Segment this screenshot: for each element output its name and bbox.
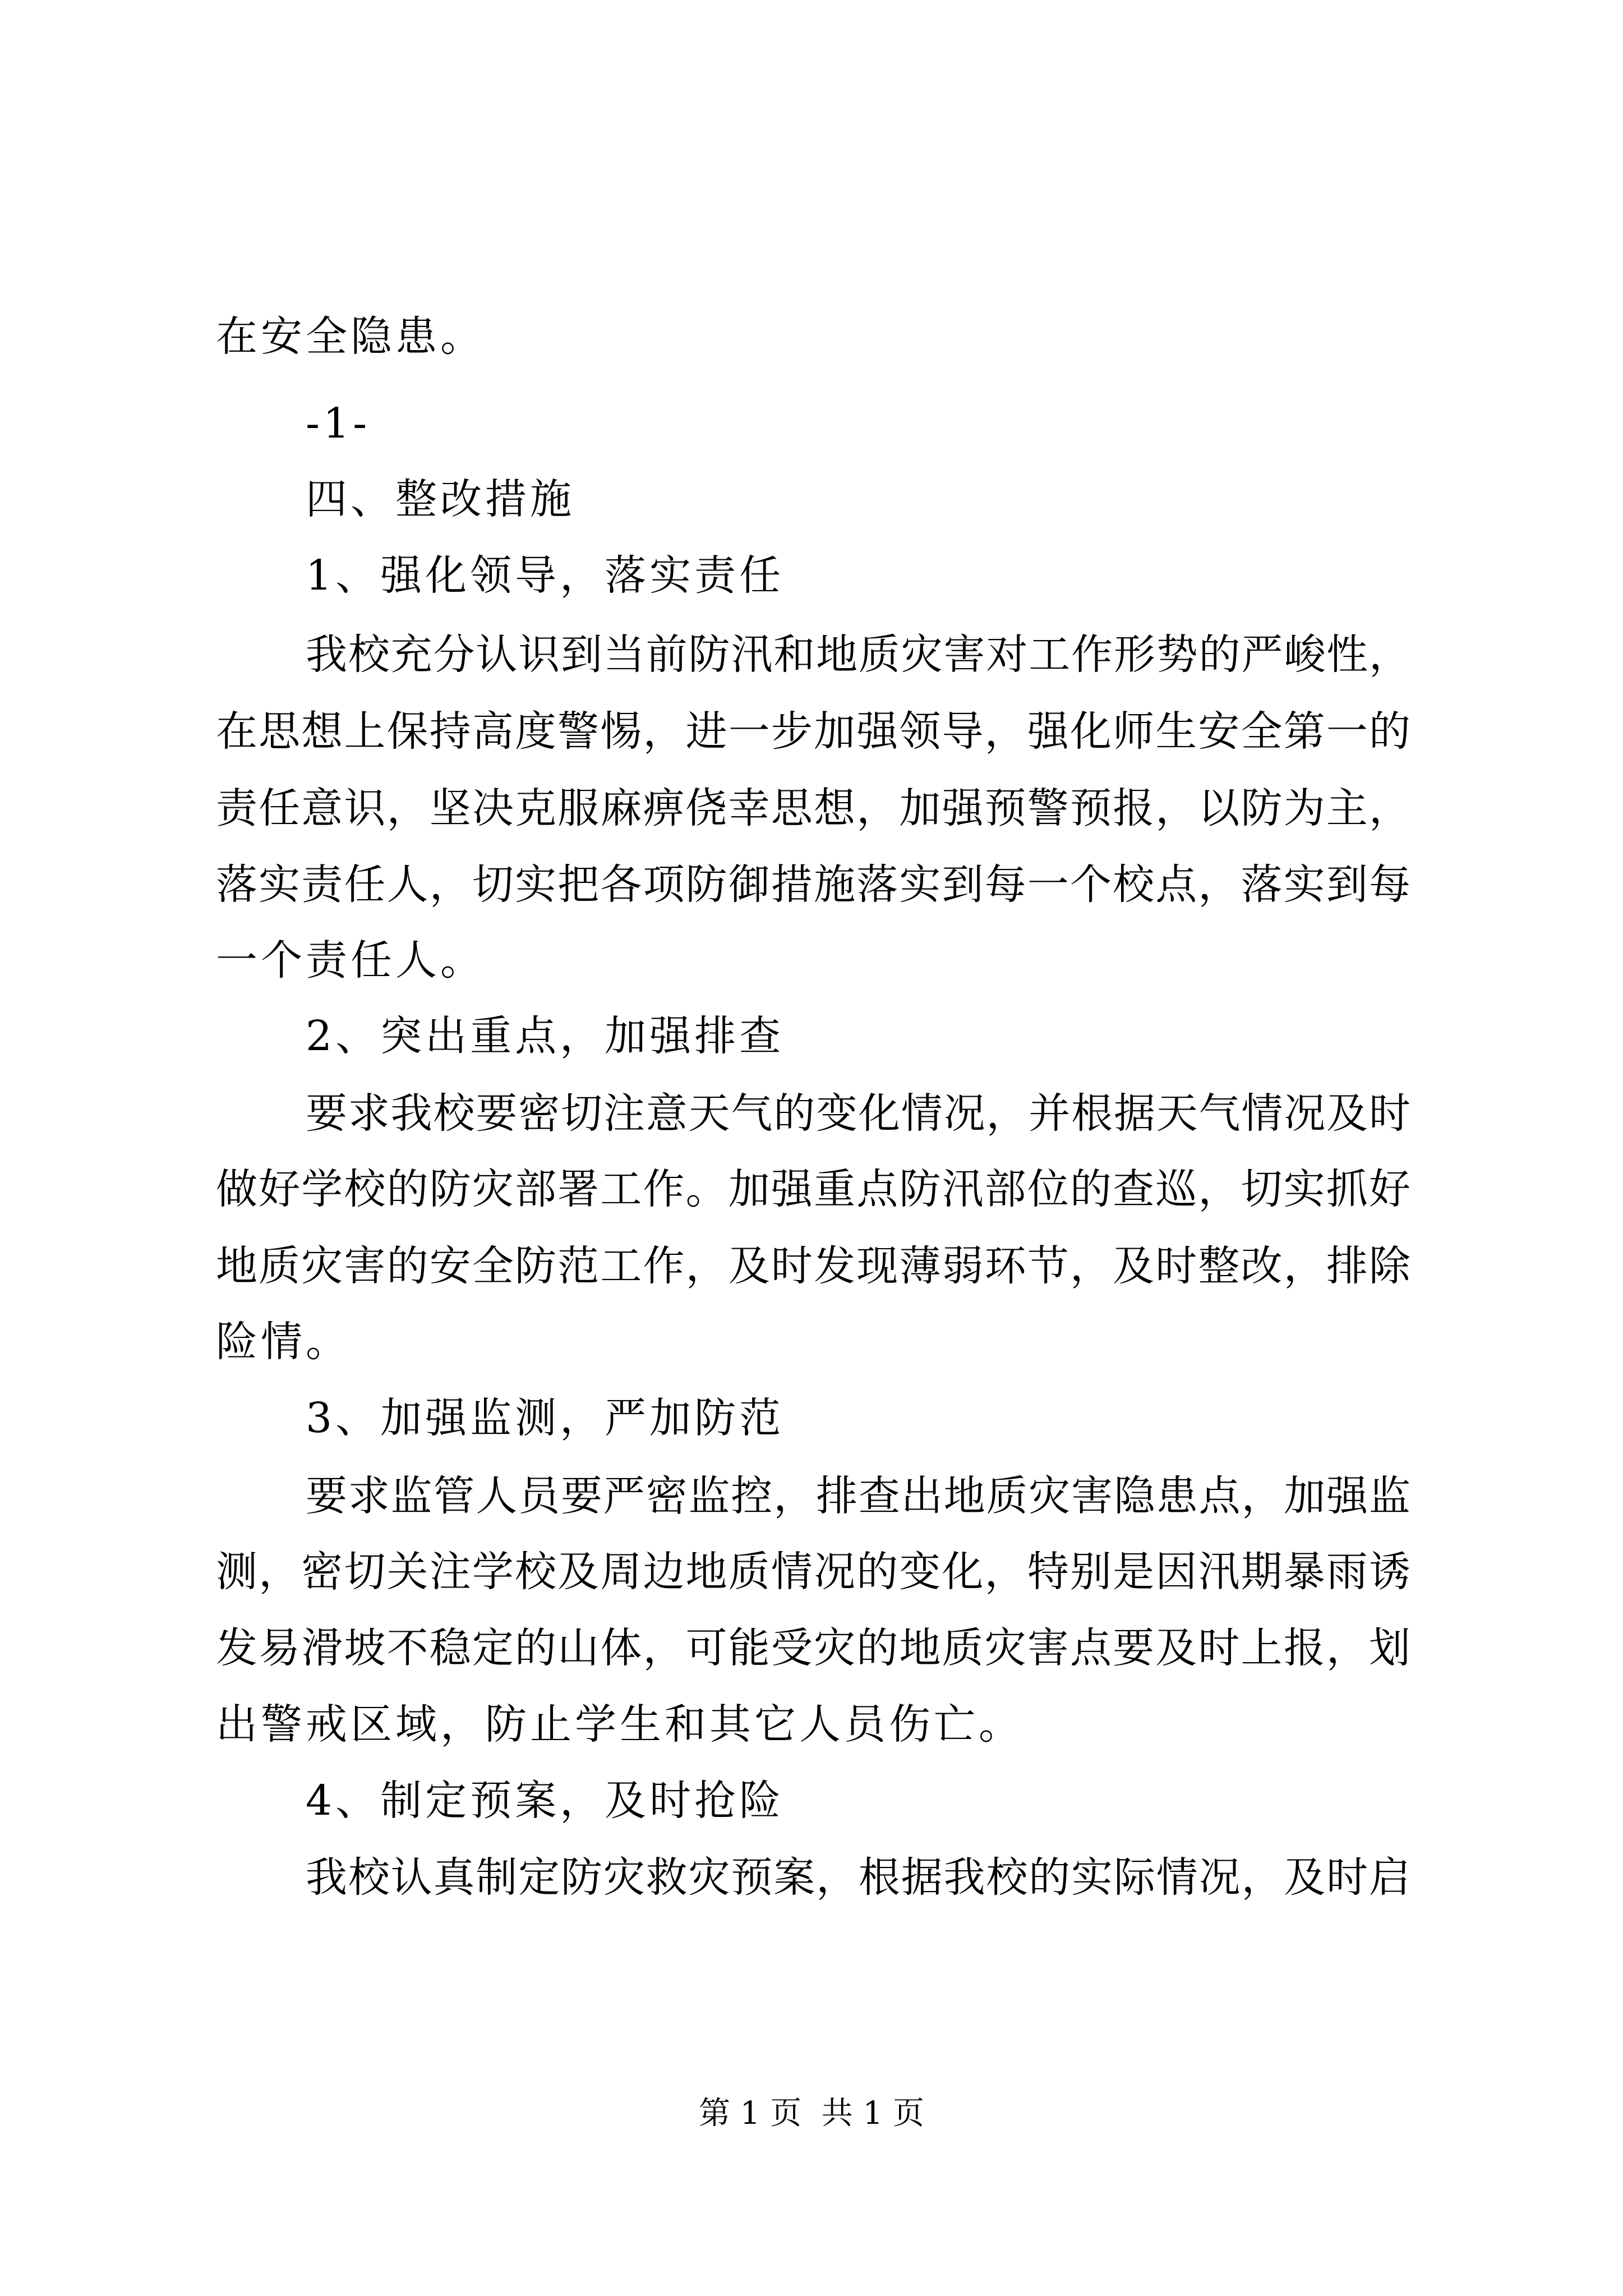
text-line: 发易滑坡不稳定的山体，可能受灾的地质灾害点要及时上报，划 <box>216 1624 1410 1672</box>
text-line: 一个责任人。 <box>216 936 485 984</box>
subsection-heading: 3、加强监测，严加防范 <box>306 1394 785 1442</box>
subsection-heading: 4、制定预案，及时抢险 <box>306 1777 785 1825</box>
subsection-heading: 2、突出重点，加强排查 <box>306 1012 785 1060</box>
text-line: 我校充分认识到当前防汛和地质灾害对工作形势的严峻性， <box>306 631 1410 679</box>
text-line: 在安全隐患。 <box>216 312 485 361</box>
text-line: 我校认真制定防灾救灾预案，根据我校的实际情况，及时启 <box>306 1853 1410 1902</box>
text-line: 落实责任人，切实把各项防御措施落实到每一个校点，落实到每 <box>216 861 1410 909</box>
text-line: 做好学校的防灾部署工作。加强重点防汛部位的查巡，切实抓好 <box>216 1165 1410 1213</box>
text-line: 要求我校要密切注意天气的变化情况，并根据天气情况及时 <box>306 1089 1410 1138</box>
text-line: 出警戒区域，防止学生和其它人员伤亡。 <box>216 1700 1023 1749</box>
page-footer: 第 1 页 共 1 页 <box>698 2095 925 2132</box>
text-line: 险情。 <box>216 1318 351 1366</box>
page-number-marker: -1- <box>306 399 371 448</box>
subsection-heading: 1、强化领导，落实责任 <box>306 551 785 600</box>
text-line: 地质灾害的安全防范工作，及时发现薄弱环节，及时整改，排除 <box>216 1242 1410 1290</box>
section-heading: 四、整改措施 <box>306 475 575 523</box>
text-line: 测，密切关注学校及周边地质情况的变化，特别是因汛期暴雨诱 <box>216 1548 1410 1596</box>
text-line: 在思想上保持高度警惕，进一步加强领导，强化师生安全第一的 <box>216 707 1410 756</box>
text-line: 要求监管人员要严密监控，排查出地质灾害隐患点，加强监 <box>306 1472 1410 1520</box>
text-line: 责任意识，坚决克服麻痹侥幸思想，加强预警预报，以防为主， <box>216 784 1410 832</box>
